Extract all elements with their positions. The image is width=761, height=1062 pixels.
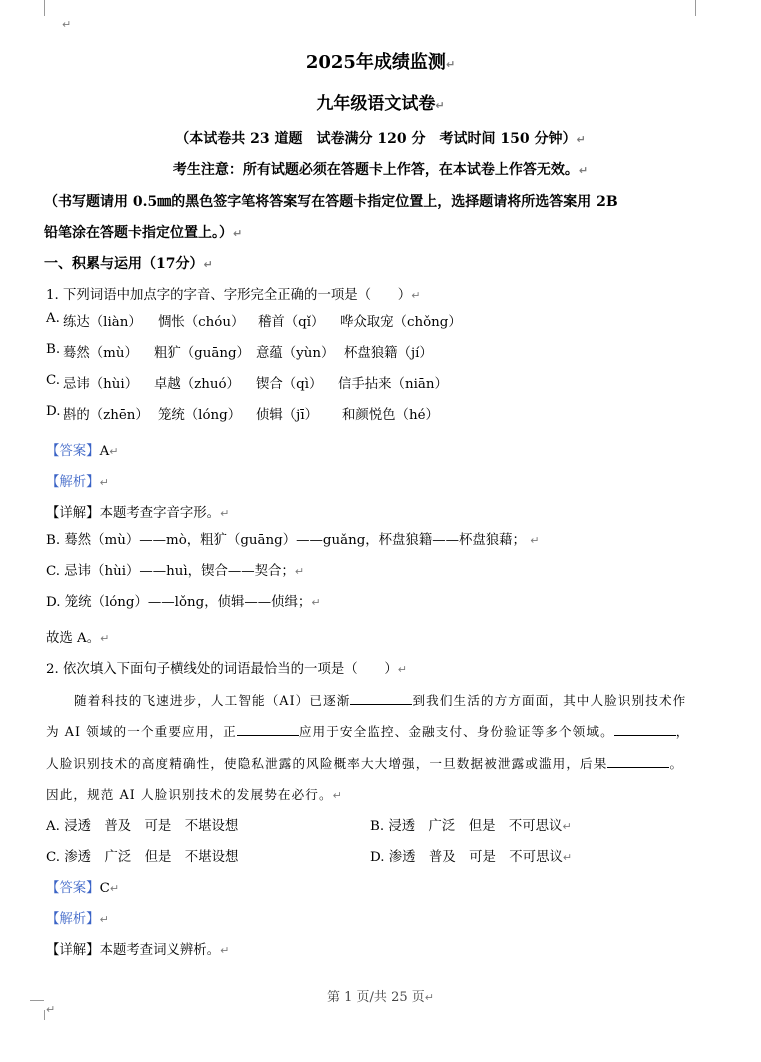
exam-title: 2025年成绩监测↵ [305,52,456,73]
question-1-analysis-tag: 【解析】↵ [46,475,109,490]
question-2-option-d: D. 渗透 普及 可是 不可思议↵ [370,850,573,865]
question-1-stem: 1. 下列词语中加点字的字音、字形完全正确的一项是（ ）↵ [46,288,421,303]
page-number: 第 1 页/共 25 页↵ [327,990,434,1005]
question-2-passage-line4: 因此，规范 AI 人脸识别技术的发展势在必行。↵ [46,787,343,802]
question-1-option-d: D. 斟的（zhēn） 笼统（lóng） 侦辑（jī） 和颜悦色（hé） [46,404,439,423]
question-1-answer: 【答案】A↵ [46,444,119,459]
question-2-option-c: C. 渗透 广泛 但是 不堪设想 [46,850,239,865]
question-2-answer: 【答案】C↵ [46,881,120,896]
exam-notice: 考生注意：所有试题必须在答题卡上作答，在本试卷上作答无效。↵ [172,162,589,178]
paragraph-mark-icon: ↵ [46,1003,56,1016]
question-2-detail: 【详解】本题考查词义辨析。↵ [46,943,230,958]
exam-instruction-line2: 铅笔涂在答题卡指定位置上。）↵ [44,225,243,241]
question-1-explanation-b: B. 蓦然（mù）——mò，粗犷（guāng）——guǎng，杯盘狼籍——杯盘狼藉； ↵ [46,533,540,548]
question-2-option-a: A. 浸透 普及 可是 不堪设想 [46,819,239,834]
question-1-detail: 【详解】本题考查字音字形。↵ [46,506,230,521]
fill-blank [607,755,669,768]
question-2-analysis-tag: 【解析】↵ [46,912,109,927]
crop-mark [44,1010,45,1020]
question-1-explanation-c: C. 忌讳（hùi）——huì，锲合——契合；↵ [46,564,305,579]
question-2-stem: 2. 依次填入下面句子横线处的词语最恰当的一项是（ ）↵ [46,662,408,677]
fill-blank [614,723,676,736]
question-1-option-a: A. 练达（liàn） 惆怅（chóu） 稽首（qǐ） 哗众取宠（chǒng） [46,311,462,330]
question-2-passage-line1: 随着科技的飞速进步，人工智能（AI）已逐渐 到我们生活的方方面面，其中人脸识别技术作 [74,693,687,708]
question-2-option-b: B. 浸透 广泛 但是 不可思议↵ [370,819,572,834]
question-2-passage-line2: 为 AI 领域的一个重要应用，正 应用于安全监控、金融支付、身份验证等多个领域。 ， [46,724,690,739]
crop-mark [695,0,696,16]
fill-blank [350,692,412,705]
section-heading: 一、积累与运用（17分）↵ [44,256,213,272]
question-1-conclusion: 故选 A。↵ [46,631,110,646]
question-2-passage-line3: 人脸识别技术的高度精确性，使隐私泄露的风险概率大大增强，一旦数据被泄露或滥用，后果 。 [46,756,684,771]
crop-mark [44,0,45,16]
question-1-option-c: C. 忌讳（hùi） 卓越（zhuó） 锲合（qì） 信手拈来（niān） [46,373,448,392]
fill-blank [237,723,299,736]
question-1-explanation-d: D. 笼统（lóng）——lǒng，侦辑——侦缉；↵ [46,595,321,610]
question-1-option-b: B. 蓦然（mù） 粗犷（guāng） 意蕴（yùn） 杯盘狼籍（jí） [46,342,433,361]
exam-instruction-line1: （书写题请用 0.5㎜的黑色签字笔将答案写在答题卡指定位置上，选择题请将所选答案用 2B [44,194,618,210]
exam-info: （本试卷共 23 道题 试卷满分 120 分 考试时间 150 分钟）↵ [175,131,586,147]
paragraph-mark-icon: ↵ [62,18,72,31]
exam-subtitle: 九年级语文试卷↵ [316,94,445,114]
